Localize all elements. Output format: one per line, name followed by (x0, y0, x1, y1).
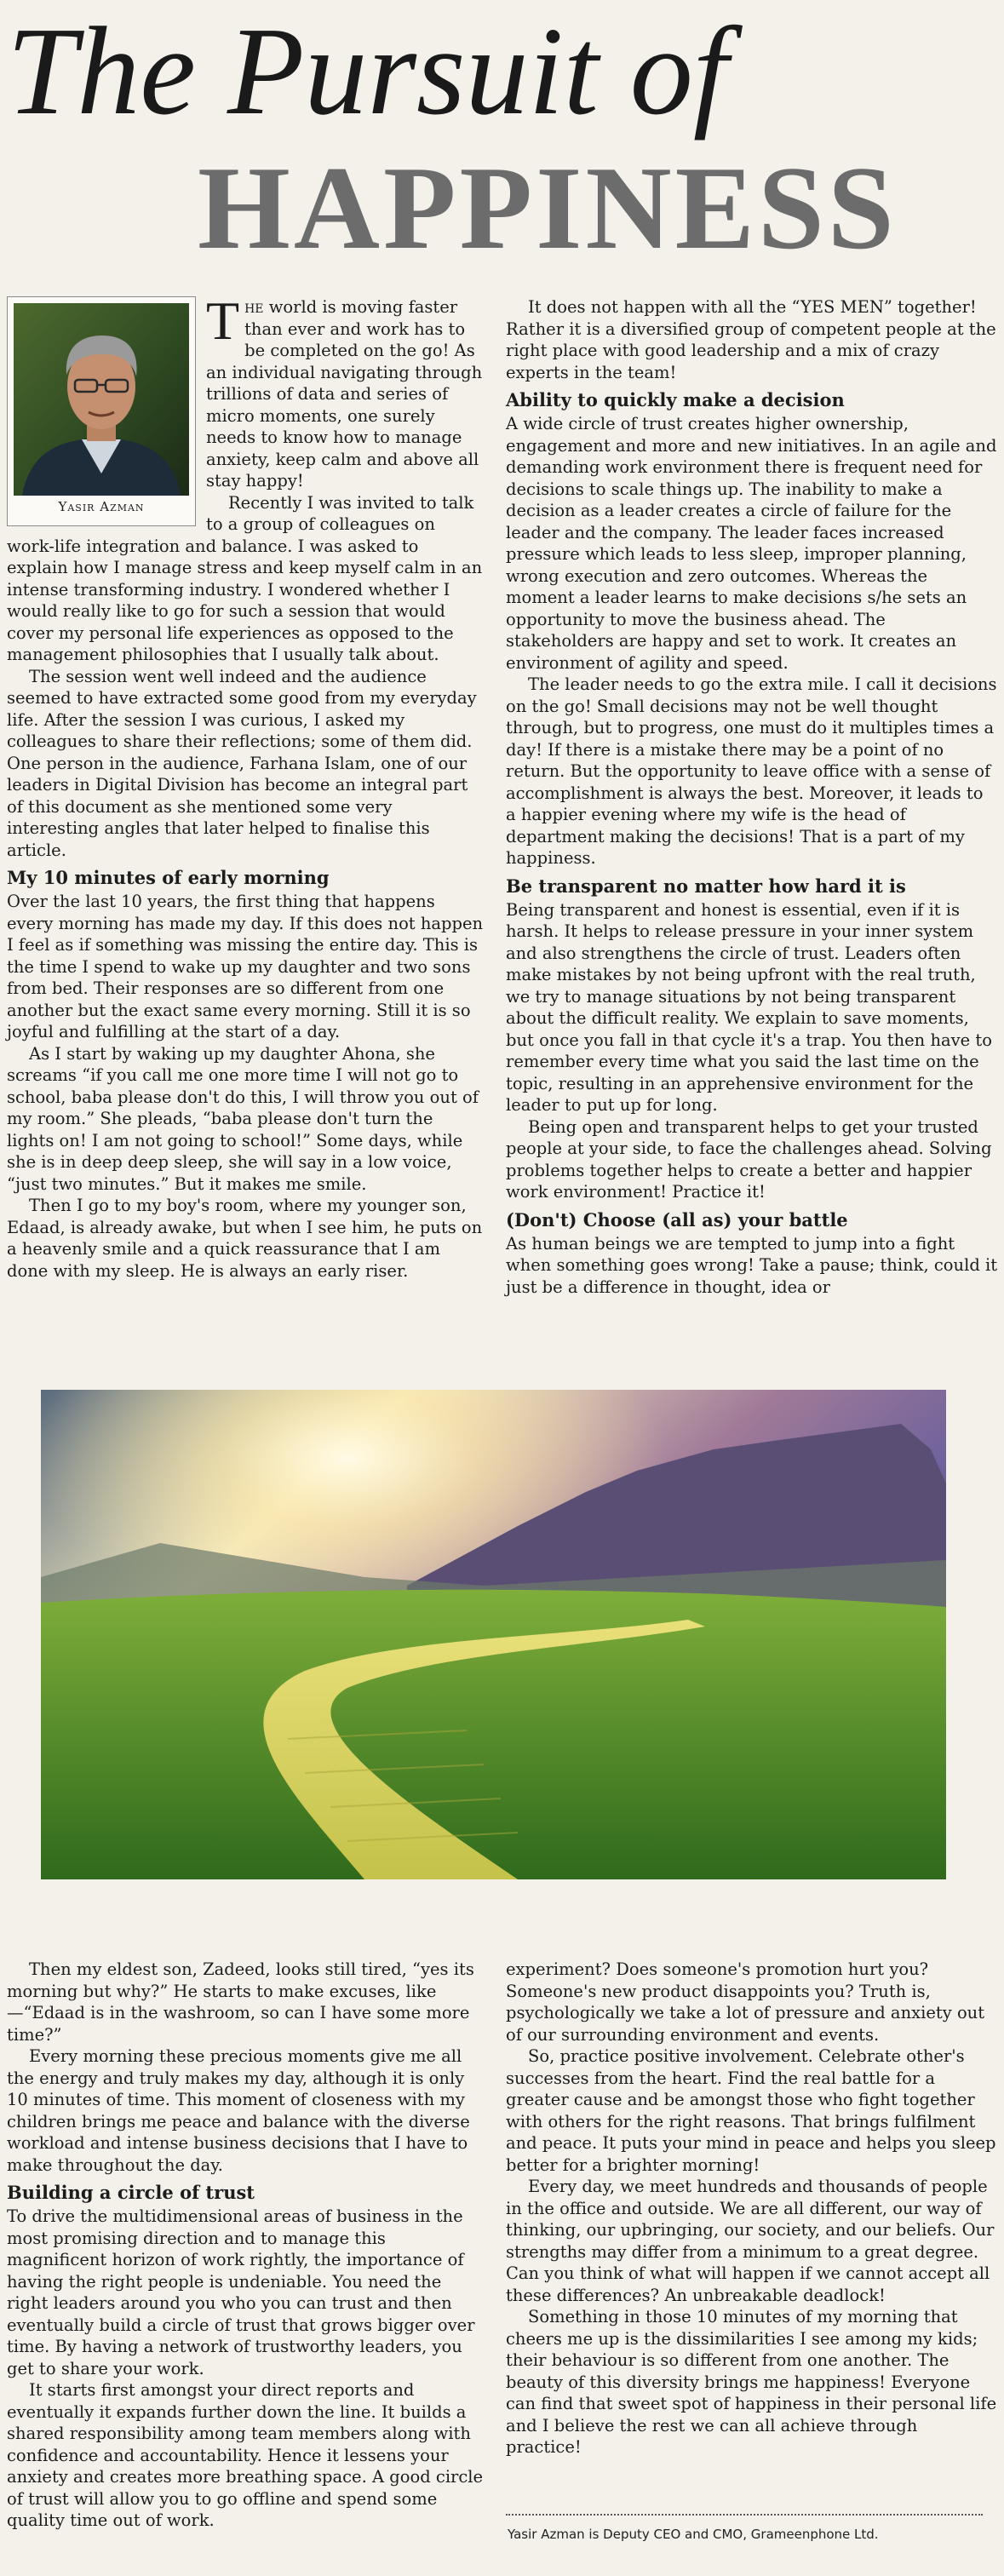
paragraph: A wide circle of trust creates higher ownership, engagement and more and new initiatives. In an agile and demanding work environment there is frequent need for decisions to scale things up. The inability to make a decision as a leader creates a circle of failure for the leader and the company. The leader faces increased pressure which leads to less sleep, improper planning, wrong execution and zero outcomes. Whereas the moment a leader learns to make decisions s/he sets an opportunity to move the business ahead. The stakeholders are happy and set to work. It creates an environment of agility and speed. (506, 414, 997, 673)
paragraph: Over the last 10 years, the first thing that happens every morning has made my day. If this does not happen I feel as if something was missing the entire day. This is the time I spend to wake up my daughter and two sons from bed. Their responses are so different from one another but the exact same every morning. Still it is so joyful and fulfilling at the start of a day. (7, 892, 484, 1041)
paragraph: Recently I was invited to talk to a group of colleagues on work-life integration and balance. I was asked to explain how I manage stress and keep myself calm in an intense transforming industry. I wondered whether I would really like to go for such a session that would cover my personal life experiences as opposed to the management philosophies that I usually talk about. (7, 492, 483, 664)
column-4 (506, 1959, 998, 2458)
author-caption: Yasir Azman (58, 499, 145, 514)
paragraph: Every day, we meet hundreds and thousands of people in the office and outside. We are all different, our way of thinking, our upbringing, our society, and our beliefs. Our strengths may differ from a minimum to a great degree. Can you think of what will happen if we cannot accept all these differences? An unbreakable deadlock! (506, 2177, 995, 2305)
section-heading: (Don't) Choose (all as) your battle (506, 1208, 848, 1231)
author-portrait (7, 296, 196, 526)
paragraph: To drive the multidimensional areas of business in the most promising direction and to manage this magnificent horizon of work rightly, the importance of having the right people is undeniable. You need the right leaders around you who you can trust and then eventually build a circle of trust that grows bigger over time. By having a network of trustworthy leaders, you get to share your work. (7, 2206, 475, 2378)
title-line-1: The Pursuit of (7, 2, 728, 141)
paragraph: So, practice positive involvement. Celebrate other's successes from the heart. Find the real battle for a greater cause and be amongst those who fight together with others for the right reasons. That brings fulfilment and peace. It puts your mind in peace and helps you sleep better for a brighter morning! (506, 2046, 996, 2175)
section-heading: Ability to quickly make a decision (506, 389, 845, 410)
paragraph: The session went well indeed and the audience seemed to have extracted some good from my everyday life. After the session I was curious, I asked my colleagues to share their reflections; some of them did. One person in the audience, Farhana Islam, one of our leaders in Digital Division has become an integral part of this document as she mentioned some very interesting angles that later helped to finalise this article. (7, 666, 477, 860)
yellow-path-landscape-icon (41, 1390, 946, 1879)
paragraph: Something in those 10 minutes of my morning that cheers me up is the dissimilarities I see among my kids; their behaviour is so different from one another. The beauty of this diversity brings me happiness! Everyone can find that sweet spot of happiness in their personal life and I believe the rest we can all achieve through practice! (506, 2307, 997, 2457)
paragraph: The leader needs to go the extra mile. I call it decisions on the go! Small decisions may not be well thought through, but to progress, one must do it multiples times a day! If there is a mistake there may be a point of no return. But the opportunity to leave office with a sense of accomplishment is always the best. Moreover, it leads to a happier evening where my wife is the head of department making the decisions! That is a part of my happiness. (506, 674, 997, 868)
paragraph: As I start by waking up my daughter Ahona, she screams “if you call me one more time I will not go to school, baba please don't do this, I will throw you out of my room.” She pleads, “baba please don't turn the lights on! I am not going to school!” Some days, while she is in deep deep sleep, she will say in a low voice, “just two minutes.” But it makes me smile. (7, 1043, 479, 1194)
intro-text: world is moving faster than ever and work has to be completed on the go! As an individual navigating through trillions of data and series of micro moments, one surely needs to know how to manage anxiety, keep calm and above all stay happy! (206, 297, 483, 491)
paragraph: Being open and transparent helps to get your trusted people at your side, to face the challenges ahead. Solving problems together helps to create a better and happier work environment! Practice it! (506, 1116, 992, 1202)
paragraph: Every morning these precious moments give me all the energy and truly makes my day, although it is only 10 minutes of time. This moment of closeness with my children brings me peace and balance with the diverse workload and intense business decisions that I have to make throughout the day. (7, 2046, 470, 2175)
author-bio: Yasir Azman is Deputy CEO and CMO, Grameenphone Ltd. (508, 2527, 879, 2542)
paragraph: Then my eldest son, Zadeed, looks still tired, “yes its morning but why?” He starts to make excuses, like—“Edaad is in the washroom, so can I have some more time?” (7, 1959, 474, 2045)
paragraph: Then I go to my boy's room, where my younger son, Edaad, is already awake, but when I see him, he puts on a heavenly smile and a quick reassurance that I am done with my sleep. He is always an early riser. (7, 1196, 483, 1281)
column-1 (7, 290, 484, 1282)
intro-lead: he (244, 297, 264, 317)
column-2 (506, 296, 998, 1298)
paragraph: It starts first amongst your direct reports and eventually it expands further down the line. It builds a shared responsibility among team members along with confidence and accountability. Hence it lessens your anxiety and creates more breathing space. A good circle of trust will allow you to go offline and spend some quality time out of work. (7, 2380, 484, 2530)
column-3 (7, 1959, 484, 2532)
author-portrait-icon (14, 303, 189, 496)
paragraph: As human beings we are tempted to jump into a fight when something goes wrong! Take a pause; think, could it just be a difference in thought, idea or (506, 1233, 998, 1297)
title-line-2: HAPPINESS (198, 142, 898, 274)
landscape-photo (41, 1390, 946, 1879)
section-heading: My 10 minutes of early morning (7, 867, 330, 888)
paragraph: experiment? Does someone's promotion hurt you? Someone's new product disappoints you? Truth is, psychologically we take a lot of pressure and anxiety out of our surrounding environment and events. (506, 1959, 985, 2045)
paragraph: Being transparent and honest is essential, even if it is harsh. It helps to release pressure in your inner system and also strengthens the circle of trust. Leaders often make mistakes by not being upfront with the real truth, we try to manage situations by not being transparent about the difficult reality. We explain to save moments, but once you fall in that cycle it's a trap. You then have to remember every time what you said the last time on the topic, resulting in an apprehensive environment for the leader to put up for long. (506, 899, 992, 1115)
section-heading: Building a circle of trust (7, 2182, 255, 2203)
section-heading: Be transparent no matter how hard it is (506, 875, 906, 897)
paragraph: It does not happen with all the “YES MEN” together! Rather it is a diversified group of competent people at the right place with good leadership and a mix of crazy experts in the team! (506, 297, 996, 382)
drop-cap: T (206, 290, 240, 351)
footer-divider (506, 2514, 983, 2516)
